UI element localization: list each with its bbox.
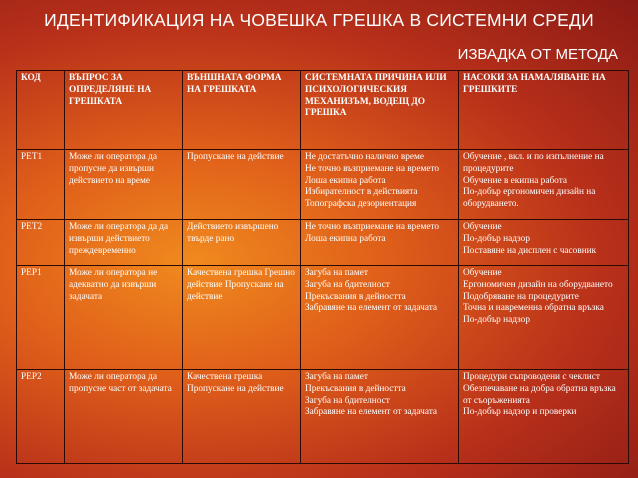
table-row bbox=[17, 370, 629, 464]
cell-guidance bbox=[459, 150, 629, 220]
guidance-item: Обезпечаване на добра обратна връзка от съоръженията bbox=[463, 383, 616, 406]
header-form: ВЪНШНАТА ФОРМА НА ГРЕШКАТА bbox=[183, 71, 301, 150]
table-row bbox=[17, 150, 629, 220]
cell-form: Качествена грешка Грешно действие Пропускане на действие bbox=[183, 266, 301, 370]
table-header-row bbox=[17, 71, 629, 150]
cell-code: PET1 bbox=[17, 150, 65, 220]
cell-form: Пропускане на действие bbox=[183, 150, 301, 220]
cause-item: Загуба на памет bbox=[305, 372, 368, 382]
cell-code: PET2 bbox=[17, 220, 65, 266]
guidance-item: Обучение bbox=[463, 222, 502, 232]
cell-form: Действието извършено твърде рано bbox=[183, 220, 301, 266]
cell-code: PEP2 bbox=[17, 370, 65, 464]
cause-item: Избирателност в действията bbox=[305, 187, 418, 198]
error-identification-table bbox=[16, 70, 629, 464]
header-guidance: НАСОКИ ЗА НАМАЛЯВАНЕ НА ГРЕШКИТЕ bbox=[459, 71, 629, 150]
cell-question: Може ли оператора да пропусне част от задачата bbox=[65, 370, 183, 464]
cell-guidance bbox=[459, 266, 629, 370]
cause-item: Топографска дезориентация bbox=[305, 199, 417, 210]
cause-item: Не точно възприемане на времето bbox=[305, 222, 440, 232]
cell-cause bbox=[301, 266, 459, 370]
cell-question: Може ли оператора да пропусне да извърши действието на време bbox=[65, 150, 183, 220]
cause-item: Лоша екипна работа bbox=[305, 175, 386, 186]
cell-guidance bbox=[459, 220, 629, 266]
header-question: ВЪПРОС ЗА ОПРЕДЕЛЯНЕ НА ГРЕШКАТА bbox=[65, 71, 183, 150]
cell-code: PEP1 bbox=[17, 266, 65, 370]
table-row bbox=[17, 266, 629, 370]
slide-subtitle: ИЗВАДКА ОТ МЕТОДА bbox=[457, 46, 618, 63]
guidance-item: Процедури съпроводени с чеклист bbox=[463, 372, 600, 382]
cause-item: Не достатъчно налично време bbox=[305, 152, 425, 162]
cause-item: Загуба на бдителност bbox=[305, 395, 390, 406]
slide-title: ИДЕНТИФИКАЦИЯ НА ЧОВЕШКА ГРЕШКА В СИСТЕМНИ СРЕДИ bbox=[44, 10, 594, 30]
header-code: КОД bbox=[17, 71, 65, 150]
cause-item: Забравяне на елемент от задачата bbox=[305, 407, 438, 418]
cell-cause bbox=[301, 370, 459, 464]
guidance-item: Обучение в екипна работа bbox=[463, 175, 568, 186]
guidance-item: По-добър надзор и проверки bbox=[463, 407, 577, 418]
cell-question: Може ли оператора да да извърши действието преждевременно bbox=[65, 220, 183, 266]
cause-item: Не точно възприемане на времето bbox=[305, 163, 440, 174]
cell-question: Може ли оператора не адекватно да извърши задачата bbox=[65, 266, 183, 370]
guidance-item: По-добър надзор bbox=[463, 233, 530, 244]
cause-item: Забравяне на елемент от задачата bbox=[305, 303, 438, 314]
guidance-item: Подобряване на процедурите bbox=[463, 291, 579, 302]
table-row bbox=[17, 220, 629, 266]
cell-form: Качествена грешка Пропускане на действие bbox=[183, 370, 301, 464]
cause-item: Загуба на бдителност bbox=[305, 279, 390, 290]
guidance-item: По-добър ергономичен дизайн на оборудването. bbox=[463, 187, 596, 210]
guidance-item: По-добър надзор bbox=[463, 315, 530, 326]
guidance-item: Ергономичен дизайн на оборудването bbox=[463, 279, 613, 290]
cause-item: Прекъсвания в дейността bbox=[305, 291, 406, 302]
cause-item: Загуба на памет bbox=[305, 268, 368, 278]
cause-item: Прекъсвания в дейността bbox=[305, 383, 406, 394]
guidance-item: Поставяне на дисплен с часовник bbox=[463, 245, 597, 256]
guidance-item: Обучение , вкл. и по изпълнение на процедурите bbox=[463, 152, 604, 174]
cell-guidance bbox=[459, 370, 629, 464]
cell-cause bbox=[301, 150, 459, 220]
guidance-item: Точна и навременна обратна връзка bbox=[463, 303, 604, 314]
cause-item: Лоша екипна работа bbox=[305, 233, 386, 244]
guidance-item: Обучение bbox=[463, 268, 502, 278]
header-cause: СИСТЕМНАТА ПРИЧИНА ИЛИ ПСИХОЛОГИЧЕСКИЯ МЕХАНИЗЪМ, ВОДЕЩ ДО ГРЕШКА bbox=[301, 71, 459, 150]
cell-cause bbox=[301, 220, 459, 266]
